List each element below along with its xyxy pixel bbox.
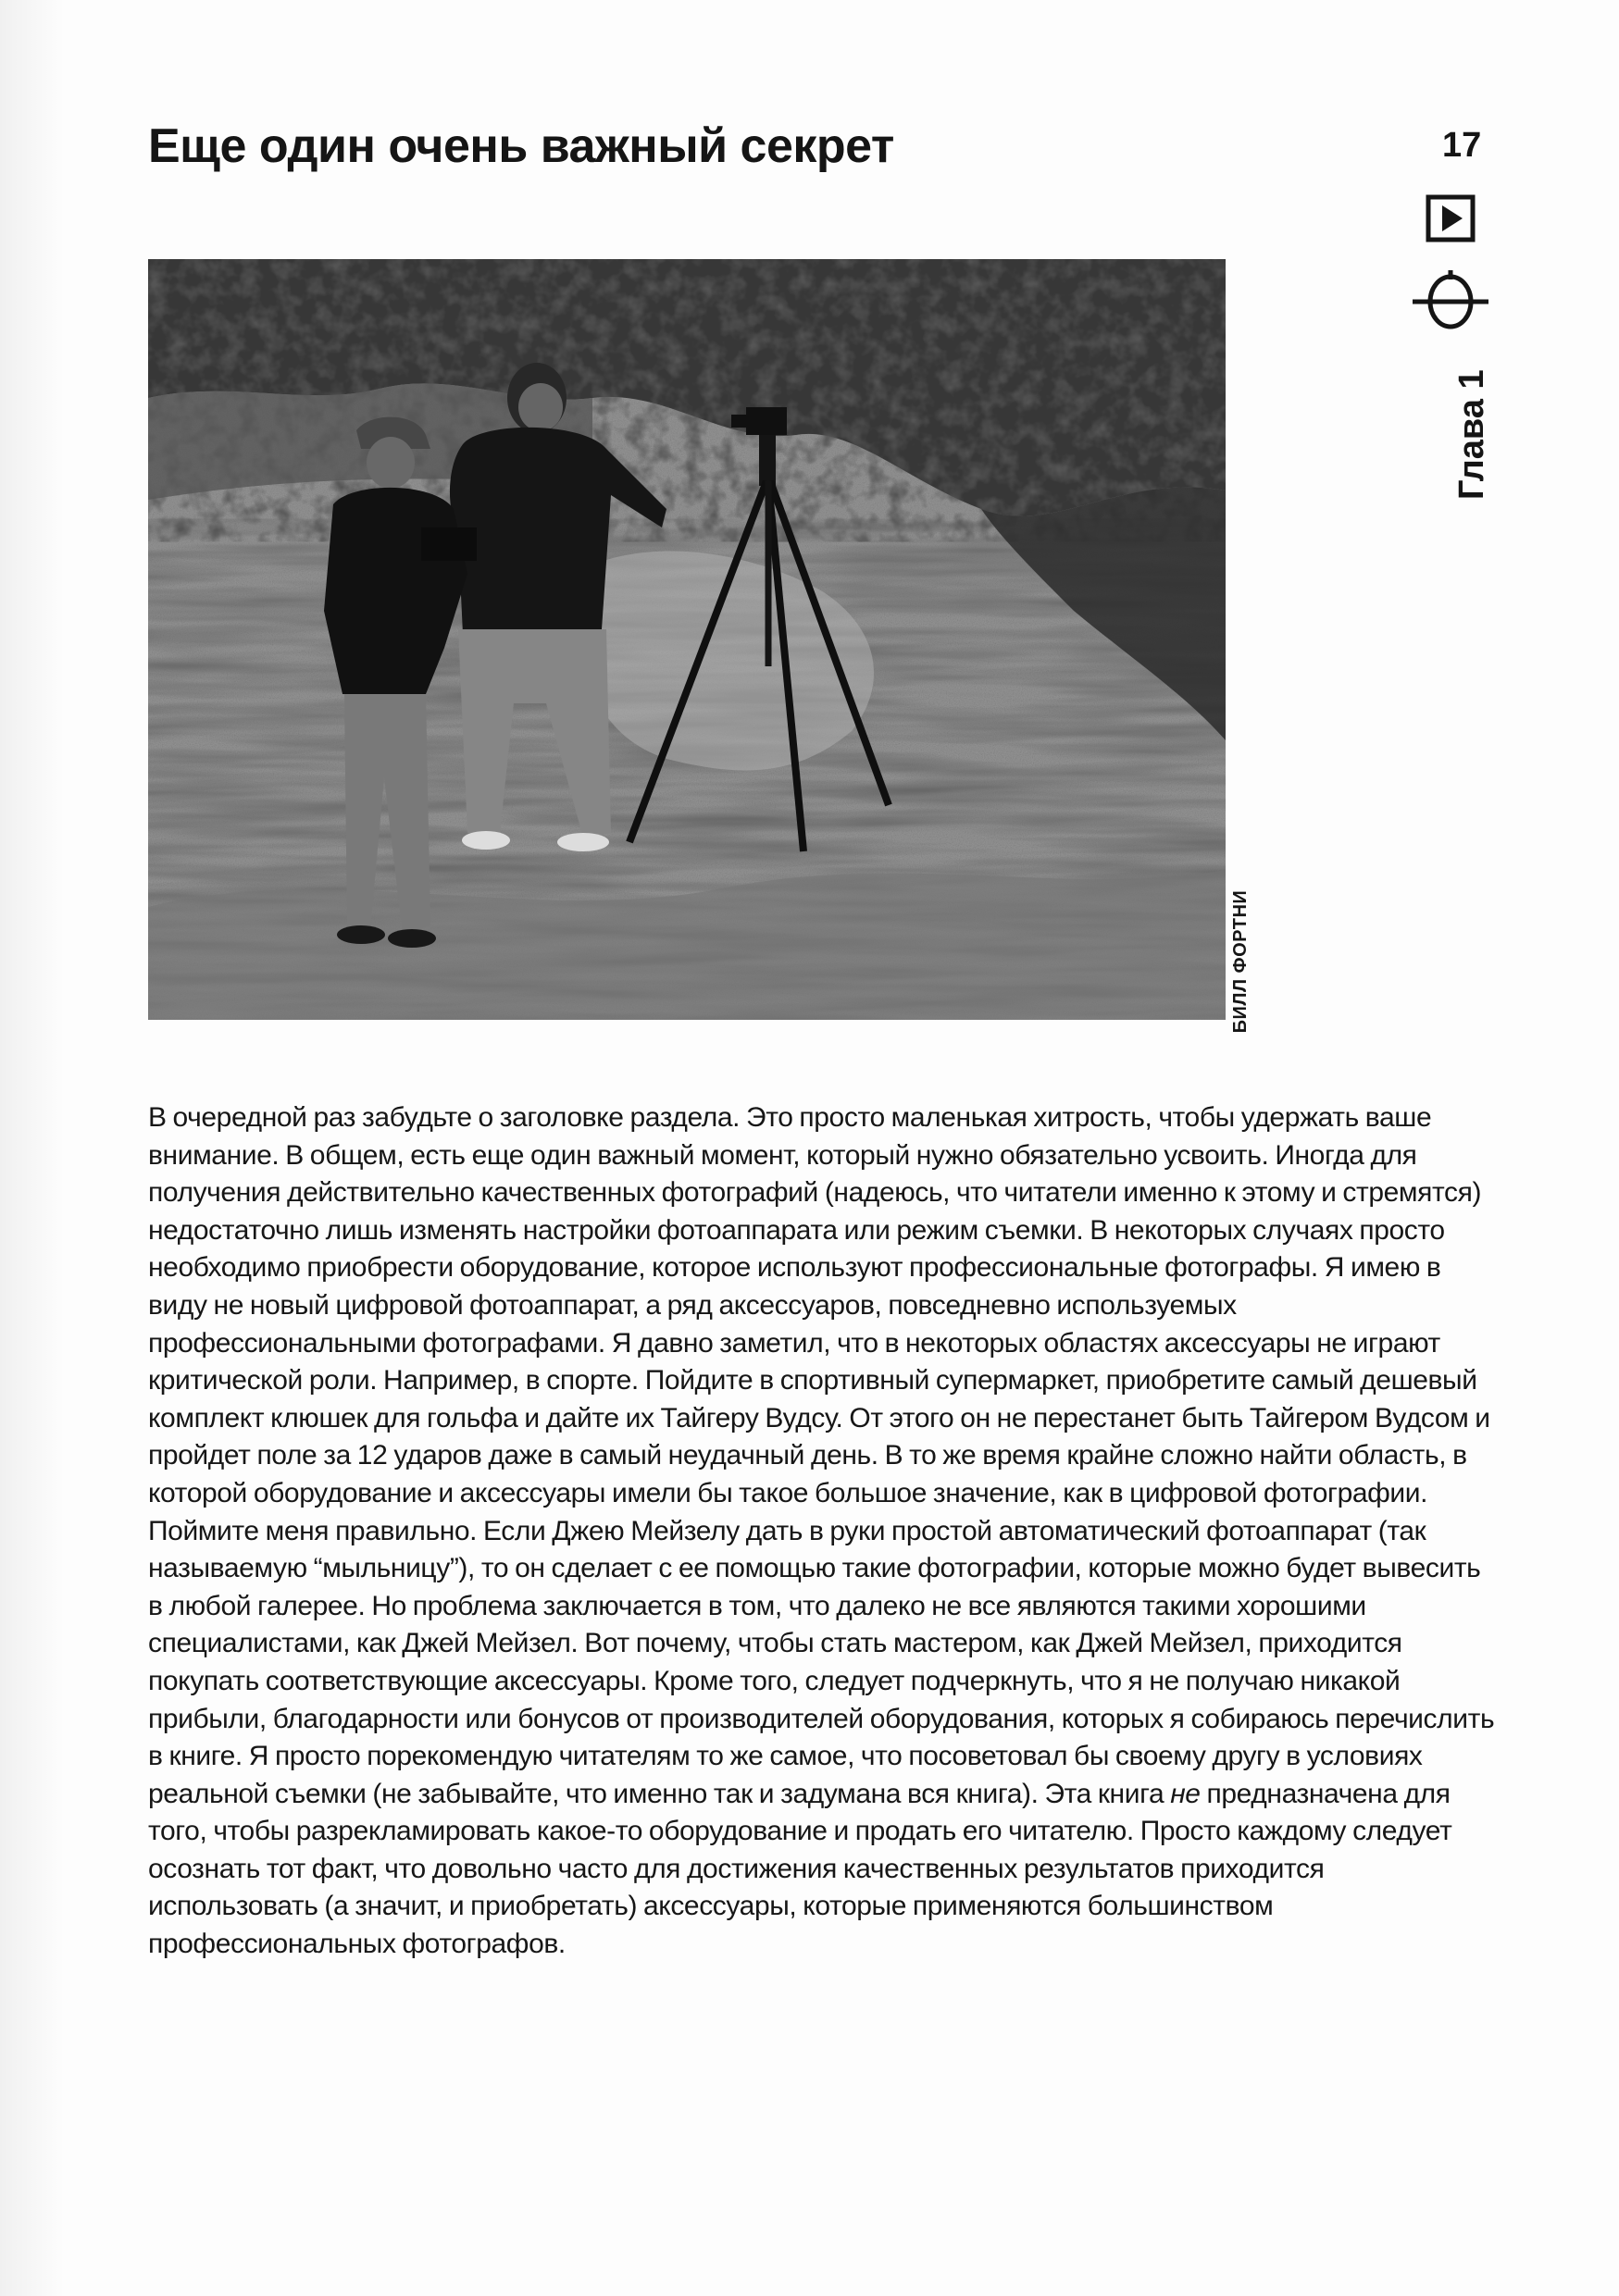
section-title: Еще один очень важный секрет	[148, 119, 894, 173]
page-number: 17	[1442, 126, 1482, 165]
page-fold-shadow	[0, 0, 65, 2296]
body-emphasis: не	[1170, 1778, 1201, 1809]
chapter-label: Глава 1	[1452, 369, 1491, 500]
body-paragraph	[148, 1099, 1500, 1964]
photo-credit: БИЛЛ ФОРТНИ	[1230, 889, 1251, 1034]
body-text-part-2: предназначена для того, чтобы разрекламировать какое-то оборудование и продать его читателю. Просто каждому следует осознать тот факт, что довольно часто для достижения качественных результатов приходится использовать (а значит, и приобретать) аксессуары, которые применяются большинством профессиональных фотографов.	[148, 1778, 1452, 1960]
photo-two-photographers-tripod	[148, 259, 1226, 1020]
photo-illustration	[148, 259, 1226, 1020]
body-text-part-1: В очередной раз забудьте о заголовке раздела. Это просто маленькая хитрость, чтобы удержать ваше внимание. В общем, есть еще один важный момент, который нужно обязательно усвоить. Иногда для получения действительно качественных фотографий (надеюсь, что читатели именно к этому и стремятся) недостаточно лишь изменять настройки фотоаппарата или режим съемки. В некоторых случаях просто необходимо приобрести оборудование, которое используют профессиональные фотографы. Я имею в виду не новый цифровой фотоаппарат, а ряд аксессуаров, повседневно используемых профессиональными фотографами. Я давно заметил, что в некоторых областях аксессуары не играют критической роли. Например, в спорте. Пойдите в спортивный супермаркет, приобретите самый дешевый комплект клюшек для гольфа и дайте их Тайгеру Вудсу. От этого он не перестанет быть Тайгером Вудсом и пройдет поле за 12 ударов даже в самый неудачный день. В то же время крайне сложно найти область, в которой оборудование и аксессуары имели бы такое большое значение, как в цифровой фотографии. Поймите меня правильно. Если Джею Мейзелу дать в руки простой автоматический фотоаппарат (так называемую “мыльницу”), то он сделает с ее помощью такие фотографии, которые можно будет вывесить в любой галерее. Но проблема заключается в том, что далеко не все являются такими хорошими специалистами, как Джей Мейзел. Вот почему, чтобы стать мастером, как Джей Мейзел, приходится покупать соответствующие аксессуары. Кроме того, следует подчеркнуть, что я не получаю никакой прибыли, благодарности или бонусов от производителей оборудования, которых я собираюсь перечислить в книге. Я просто порекомендую читателям то же самое, что посоветовал бы своему другу в условиях реальной съемки (не забывайте, что именно так и задумана вся книга). Эта книга	[148, 1102, 1495, 1809]
target-icon	[1411, 268, 1490, 335]
play-icon	[1426, 194, 1476, 242]
